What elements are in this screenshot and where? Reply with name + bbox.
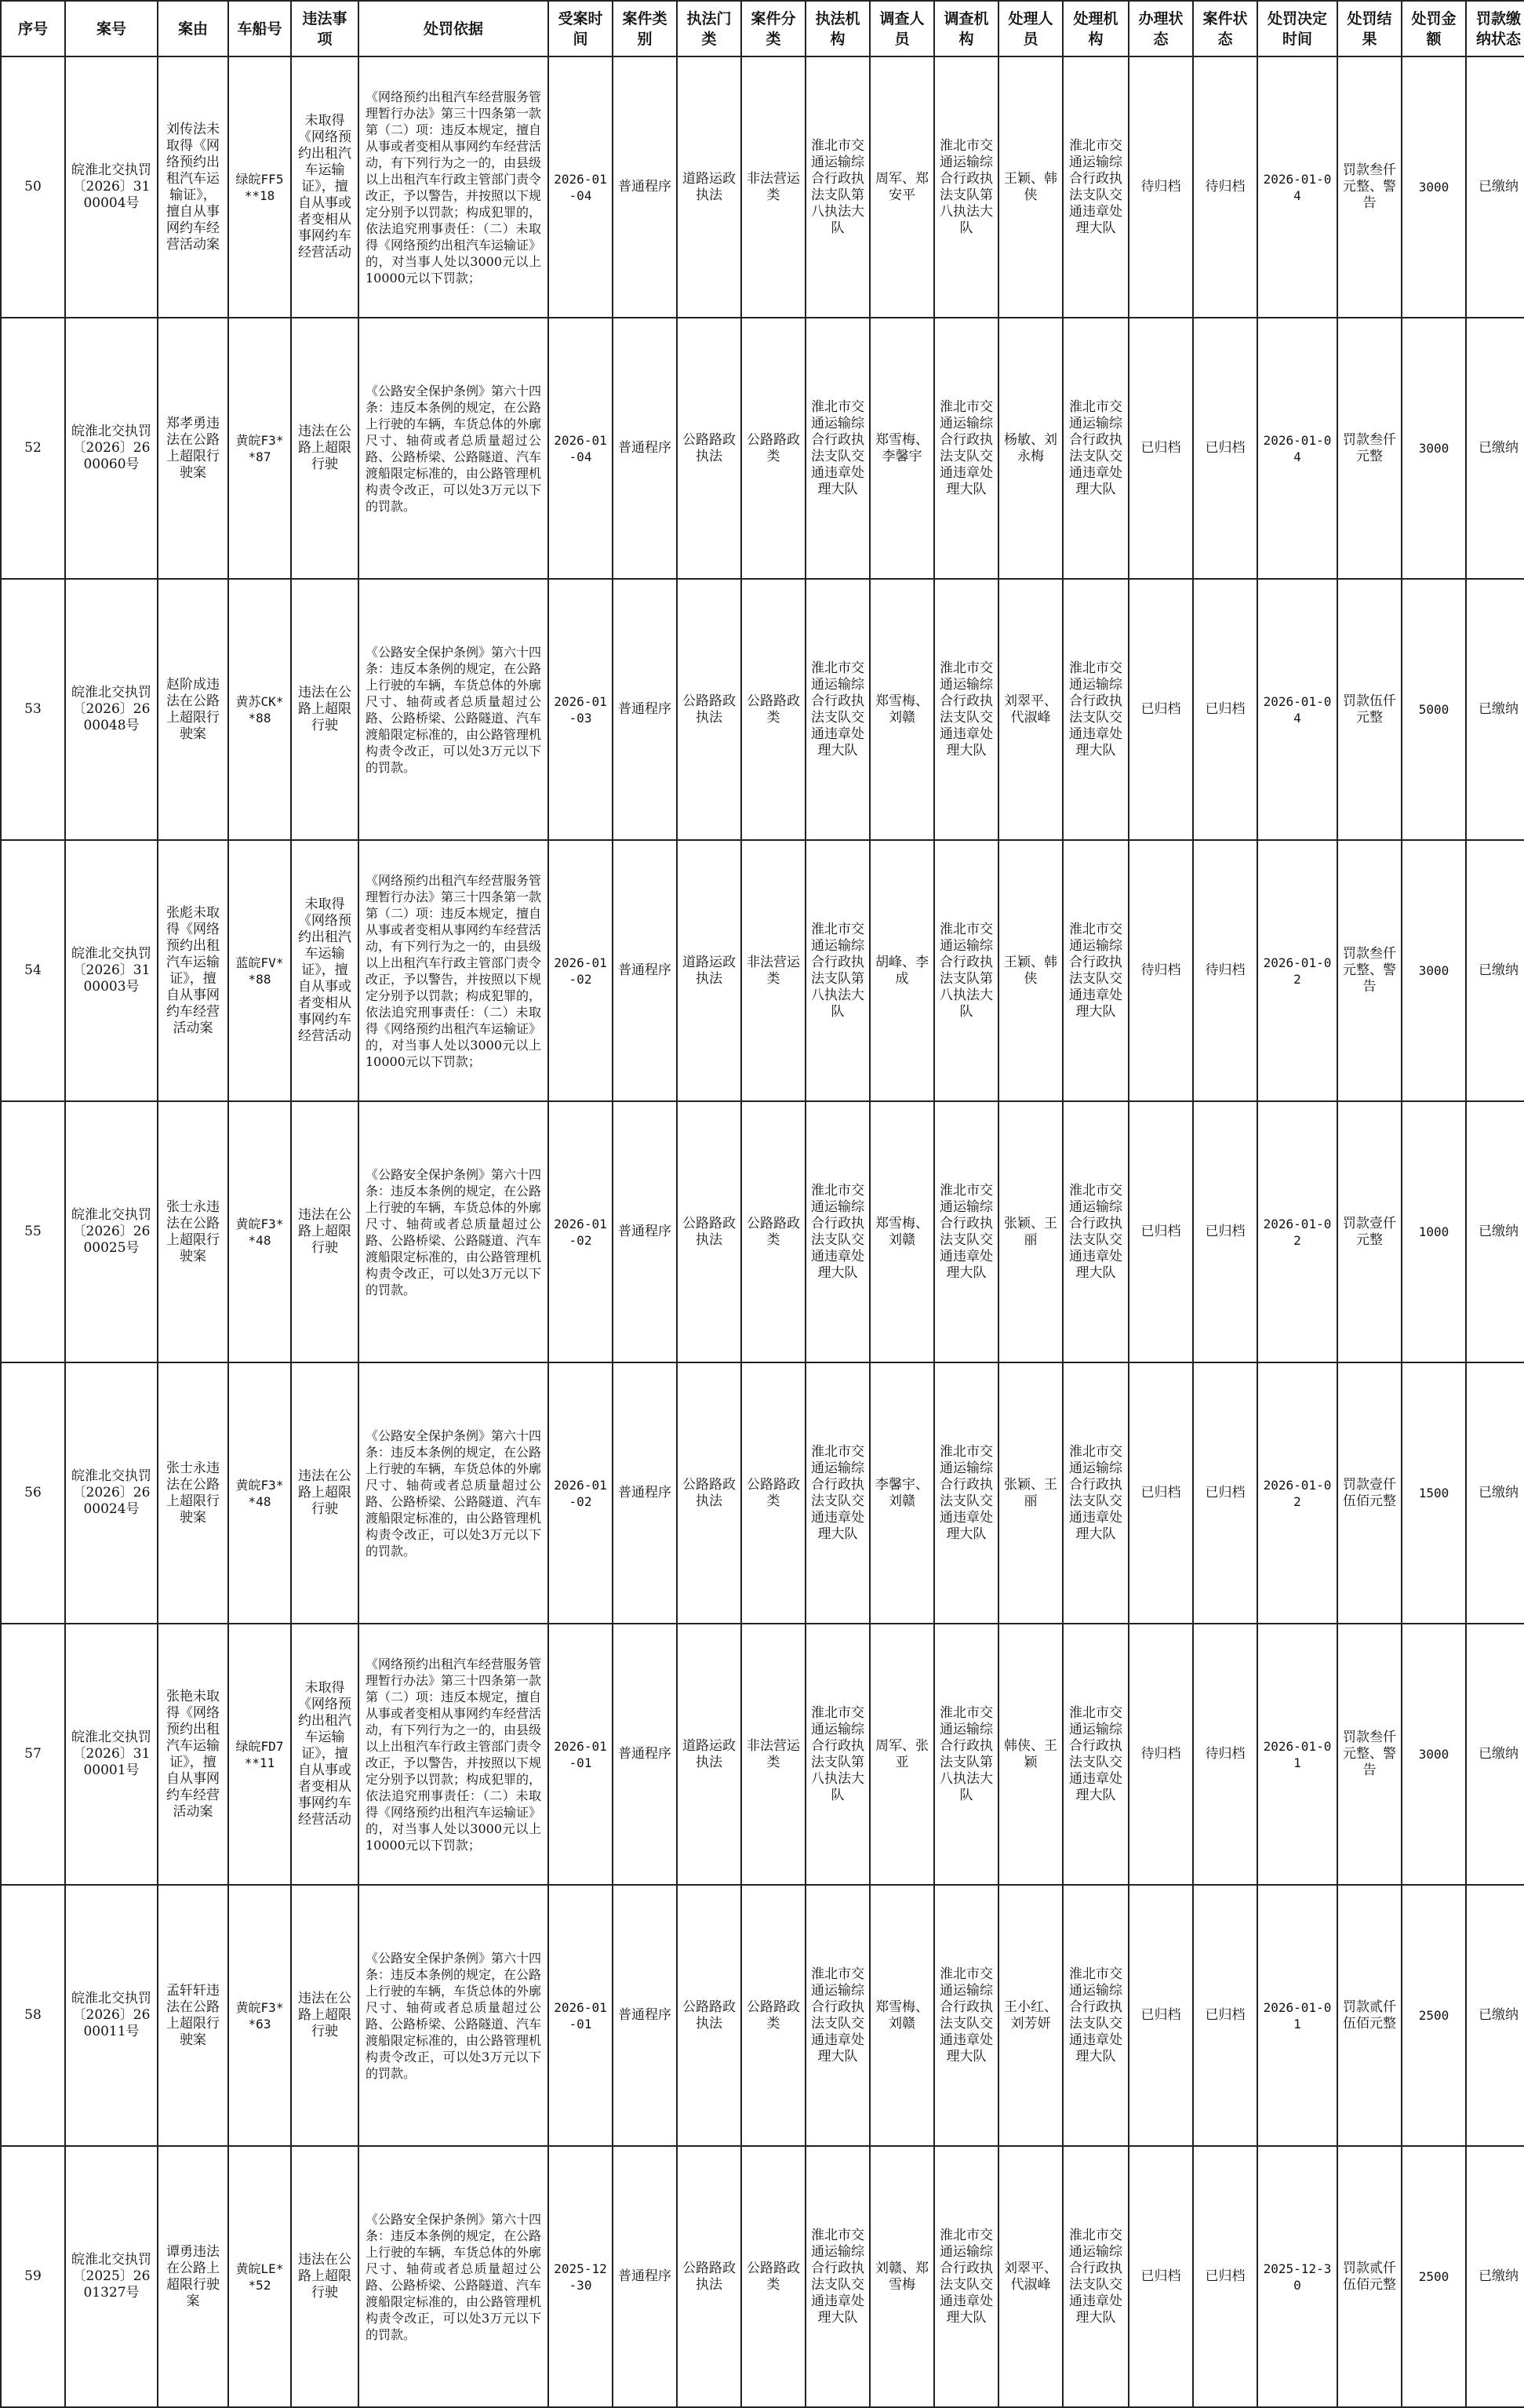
cell-handlers: 王小红、刘芳妍 [998, 1885, 1063, 2146]
cell-enforce-type: 公路路政执法 [677, 318, 741, 579]
cell-case-class: 公路路政类 [741, 1362, 806, 1624]
column-header: 调查机构 [934, 1, 998, 56]
cell-decision-time: 2026-01-02 [1257, 840, 1337, 1101]
cell-process-status: 已归档 [1129, 1362, 1193, 1624]
cell-enforce-type: 道路运政执法 [677, 840, 741, 1101]
cell-accept-time: 2026-01-02 [548, 1362, 613, 1624]
cell-case-class: 公路路政类 [741, 2146, 806, 2407]
column-header: 调查人员 [870, 1, 934, 56]
cell-agency: 淮北市交通运输综合行政执法支队交通违章处理大队 [806, 1362, 870, 1624]
cell-case-class: 公路路政类 [741, 579, 806, 840]
column-header: 处理人员 [998, 1, 1063, 56]
cell-case-status: 已归档 [1193, 1885, 1257, 2146]
cell-accept-time: 2026-01-02 [548, 840, 613, 1101]
cell-invest-agency: 淮北市交通运输综合行政执法支队交通违章处理大队 [934, 1885, 998, 2146]
table-row [1, 2146, 1524, 2407]
cell-violation: 违法在公路上超限行驶 [291, 1885, 358, 2146]
cell-investigators: 刘赣、郑雪梅 [870, 2146, 934, 2407]
cell-case-status: 已归档 [1193, 2146, 1257, 2407]
table-body [1, 56, 1524, 2407]
cell-violation: 未取得《网络预约出租汽车运输证》，擅自从事或者变相从事网约车经营活动 [291, 1624, 358, 1885]
cell-violation: 违法在公路上超限行驶 [291, 579, 358, 840]
cell-basis: 《公路安全保护条例》第六十四条：违反本条例的规定，在公路上行驶的车辆，车货总体的外廓尺寸、轴荷或者总质量超过公路、公路桥梁、公路隧道、汽车渡船限定标准的，由公路管理机构责令改正，可以处3万元以下的罚款。 [358, 579, 548, 840]
column-header: 处罚依据 [358, 1, 548, 56]
cell-amount: 5000 [1402, 579, 1466, 840]
cell-result: 罚款壹仟元整 [1337, 1101, 1402, 1362]
cell-decision-time: 2026-01-04 [1257, 56, 1337, 318]
cell-category: 普通程序 [613, 1101, 677, 1362]
cell-agency: 淮北市交通运输综合行政执法支队交通违章处理大队 [806, 579, 870, 840]
cell-paid: 已缴纳 [1466, 579, 1524, 840]
cell-process-status: 已归档 [1129, 2146, 1193, 2407]
cell-case-status: 待归档 [1193, 840, 1257, 1101]
cell-case-no: 皖淮北交执罚〔2026〕3100001号 [65, 1624, 158, 1885]
cell-accept-time: 2026-01-02 [548, 1101, 613, 1362]
cell-agency: 淮北市交通运输综合行政执法支队第八执法大队 [806, 840, 870, 1101]
cell-paid: 已缴纳 [1466, 1101, 1524, 1362]
cell-decision-time: 2026-01-04 [1257, 579, 1337, 840]
cell-paid: 已缴纳 [1466, 2146, 1524, 2407]
cell-basis: 《公路安全保护条例》第六十四条：违反本条例的规定，在公路上行驶的车辆，车货总体的外廓尺寸、轴荷或者总质量超过公路、公路桥梁、公路隧道、汽车渡船限定标准的，由公路管理机构责令改正，可以处3万元以下的罚款。 [358, 1885, 548, 2146]
cell-result: 罚款叁仟元整、警告 [1337, 56, 1402, 318]
cell-cause: 赵阶成违法在公路上超限行驶案 [158, 579, 228, 840]
cell-accept-time: 2026-01-01 [548, 1885, 613, 2146]
cell-handlers: 张颖、王丽 [998, 1101, 1063, 1362]
cell-investigators: 郑雪梅、刘赣 [870, 1885, 934, 2146]
cell-case-class: 非法营运类 [741, 840, 806, 1101]
column-header: 序号 [1, 1, 65, 56]
cell-case-class: 非法营运类 [741, 1624, 806, 1885]
cell-enforce-type: 道路运政执法 [677, 56, 741, 318]
cell-investigators: 郑雪梅、李馨宇 [870, 318, 934, 579]
cell-handle-agency: 淮北市交通运输综合行政执法支队交通违章处理大队 [1063, 2146, 1129, 2407]
cell-investigators: 周军、张亚 [870, 1624, 934, 1885]
cell-decision-time: 2026-01-01 [1257, 1624, 1337, 1885]
cell-process-status: 已归档 [1129, 1885, 1193, 2146]
cell-case-no: 皖淮北交执罚〔2026〕2600048号 [65, 579, 158, 840]
cell-investigators: 李馨宇、刘赣 [870, 1362, 934, 1624]
cell-plate: 绿皖FD7**11 [228, 1624, 291, 1885]
cell-case-class: 公路路政类 [741, 318, 806, 579]
cell-handlers: 韩侠、王颖 [998, 1624, 1063, 1885]
cell-violation: 未取得《网络预约出租汽车运输证》，擅自从事或者变相从事网约车经营活动 [291, 56, 358, 318]
cell-basis: 《公路安全保护条例》第六十四条：违反本条例的规定，在公路上行驶的车辆，车货总体的外廓尺寸、轴荷或者总质量超过公路、公路桥梁、公路隧道、汽车渡船限定标准的，由公路管理机构责令改正，可以处3万元以下的罚款。 [358, 1362, 548, 1624]
cell-category: 普通程序 [613, 1624, 677, 1885]
cell-paid: 已缴纳 [1466, 1624, 1524, 1885]
column-header: 案件分类 [741, 1, 806, 56]
cell-plate: 黄皖LE**52 [228, 2146, 291, 2407]
cell-basis: 《公路安全保护条例》第六十四条：违反本条例的规定，在公路上行驶的车辆，车货总体的外廓尺寸、轴荷或者总质量超过公路、公路桥梁、公路隧道、汽车渡船限定标准的，由公路管理机构责令改正，可以处3万元以下的罚款。 [358, 1101, 548, 1362]
cell-process-status: 待归档 [1129, 56, 1193, 318]
cell-amount: 2500 [1402, 1885, 1466, 2146]
cell-case-status: 已归档 [1193, 1101, 1257, 1362]
cell-violation: 违法在公路上超限行驶 [291, 1362, 358, 1624]
cell-investigators: 郑雪梅、刘赣 [870, 1101, 934, 1362]
cell-amount: 3000 [1402, 56, 1466, 318]
cell-case-class: 公路路政类 [741, 1885, 806, 2146]
cell-handlers: 刘翠平、代淑峰 [998, 579, 1063, 840]
cell-case-no: 皖淮北交执罚〔2026〕2600024号 [65, 1362, 158, 1624]
cell-plate: 黄皖F3**63 [228, 1885, 291, 2146]
cell-invest-agency: 淮北市交通运输综合行政执法支队交通违章处理大队 [934, 1101, 998, 1362]
column-header: 处理机构 [1063, 1, 1129, 56]
table-row [1, 579, 1524, 840]
cell-case-no: 皖淮北交执罚〔2026〕2600011号 [65, 1885, 158, 2146]
cell-handlers: 王颖、韩侠 [998, 840, 1063, 1101]
cell-plate: 黄皖F3**87 [228, 318, 291, 579]
column-header: 办理状态 [1129, 1, 1193, 56]
cell-invest-agency: 淮北市交通运输综合行政执法支队交通违章处理大队 [934, 318, 998, 579]
cell-handlers: 张颖、王丽 [998, 1362, 1063, 1624]
cell-enforce-type: 公路路政执法 [677, 1885, 741, 2146]
cell-process-status: 待归档 [1129, 840, 1193, 1101]
cell-category: 普通程序 [613, 2146, 677, 2407]
column-header: 案由 [158, 1, 228, 56]
cell-handle-agency: 淮北市交通运输综合行政执法支队交通违章处理大队 [1063, 56, 1129, 318]
cell-case-status: 已归档 [1193, 318, 1257, 579]
cell-process-status: 已归档 [1129, 318, 1193, 579]
cell-seq: 50 [1, 56, 65, 318]
cell-paid: 已缴纳 [1466, 1362, 1524, 1624]
cell-violation: 违法在公路上超限行驶 [291, 1101, 358, 1362]
cell-paid: 已缴纳 [1466, 56, 1524, 318]
cell-result: 罚款叁仟元整、警告 [1337, 840, 1402, 1101]
cell-category: 普通程序 [613, 318, 677, 579]
cell-handle-agency: 淮北市交通运输综合行政执法支队交通违章处理大队 [1063, 1101, 1129, 1362]
cell-basis: 《公路安全保护条例》第六十四条：违反本条例的规定，在公路上行驶的车辆，车货总体的外廓尺寸、轴荷或者总质量超过公路、公路桥梁、公路隧道、汽车渡船限定标准的，由公路管理机构责令改正，可以处3万元以下的罚款。 [358, 318, 548, 579]
cell-process-status: 已归档 [1129, 579, 1193, 840]
cell-plate: 黄苏CK**88 [228, 579, 291, 840]
cell-decision-time: 2026-01-04 [1257, 318, 1337, 579]
column-header: 车船号 [228, 1, 291, 56]
cell-result: 罚款叁仟元整、警告 [1337, 1624, 1402, 1885]
cell-invest-agency: 淮北市交通运输综合行政执法支队第八执法大队 [934, 56, 998, 318]
cell-plate: 黄皖F3**48 [228, 1362, 291, 1624]
cell-case-no: 皖淮北交执罚〔2026〕3100003号 [65, 840, 158, 1101]
table-row [1, 56, 1524, 318]
cell-invest-agency: 淮北市交通运输综合行政执法支队第八执法大队 [934, 840, 998, 1101]
cell-paid: 已缴纳 [1466, 840, 1524, 1101]
cell-amount: 3000 [1402, 318, 1466, 579]
cell-case-no: 皖淮北交执罚〔2025〕2601327号 [65, 2146, 158, 2407]
cell-handle-agency: 淮北市交通运输综合行政执法支队交通违章处理大队 [1063, 1885, 1129, 2146]
cell-seq: 58 [1, 1885, 65, 2146]
column-header: 处罚决定时间 [1257, 1, 1337, 56]
cell-violation: 未取得《网络预约出租汽车运输证》，擅自从事或者变相从事网约车经营活动 [291, 840, 358, 1101]
cell-plate: 黄皖F3**48 [228, 1101, 291, 1362]
cell-accept-time: 2026-01-03 [548, 579, 613, 840]
cell-category: 普通程序 [613, 1362, 677, 1624]
cell-seq: 55 [1, 1101, 65, 1362]
cell-case-status: 待归档 [1193, 1624, 1257, 1885]
cell-enforce-type: 公路路政执法 [677, 2146, 741, 2407]
cell-process-status: 已归档 [1129, 1101, 1193, 1362]
table-row [1, 1624, 1524, 1885]
cell-violation: 违法在公路上超限行驶 [291, 318, 358, 579]
cell-category: 普通程序 [613, 840, 677, 1101]
cell-plate: 蓝皖FV**88 [228, 840, 291, 1101]
cell-invest-agency: 淮北市交通运输综合行政执法支队交通违章处理大队 [934, 579, 998, 840]
cell-result: 罚款叁仟元整 [1337, 318, 1402, 579]
cell-agency: 淮北市交通运输综合行政执法支队交通违章处理大队 [806, 318, 870, 579]
cell-investigators: 周军、郑安平 [870, 56, 934, 318]
cell-amount: 2500 [1402, 2146, 1466, 2407]
cell-accept-time: 2026-01-04 [548, 56, 613, 318]
cell-basis: 《公路安全保护条例》第六十四条：违反本条例的规定，在公路上行驶的车辆，车货总体的外廓尺寸、轴荷或者总质量超过公路、公路桥梁、公路隧道、汽车渡船限定标准的，由公路管理机构责令改正，可以处3万元以下的罚款。 [358, 2146, 548, 2407]
cell-handle-agency: 淮北市交通运输综合行政执法支队交通违章处理大队 [1063, 840, 1129, 1101]
cell-decision-time: 2026-01-02 [1257, 1101, 1337, 1362]
cell-handle-agency: 淮北市交通运输综合行政执法支队交通违章处理大队 [1063, 1624, 1129, 1885]
column-header: 案件状态 [1193, 1, 1257, 56]
cell-enforce-type: 公路路政执法 [677, 1362, 741, 1624]
cell-seq: 53 [1, 579, 65, 840]
cell-process-status: 待归档 [1129, 1624, 1193, 1885]
cell-basis: 《网络预约出租汽车经营服务管理暂行办法》第三十四条第一款第（二）项：违反本规定，擅自从事或者变相从事网约车经营活动，有下列行为之一的，由县级以上出租汽车行政主管部门责令改正，予以警告，并按照以下规定分别予以罚款；构成犯罪的，依法追究刑事责任：（二）未取得《网络预约出租汽车运输证》的，对当事人处以3000元以上10000元以下罚款； [358, 56, 548, 318]
cell-seq: 54 [1, 840, 65, 1101]
cell-enforce-type: 道路运政执法 [677, 1624, 741, 1885]
cell-invest-agency: 淮北市交通运输综合行政执法支队交通违章处理大队 [934, 2146, 998, 2407]
cell-handle-agency: 淮北市交通运输综合行政执法支队交通违章处理大队 [1063, 579, 1129, 840]
cell-case-no: 皖淮北交执罚〔2026〕2600025号 [65, 1101, 158, 1362]
cell-result: 罚款贰仟伍佰元整 [1337, 1885, 1402, 2146]
table-row [1, 1885, 1524, 2146]
cell-cause: 刘传法未取得《网络预约出租汽车运输证》，擅自从事网约车经营活动案 [158, 56, 228, 318]
cell-decision-time: 2025-12-30 [1257, 2146, 1337, 2407]
cell-case-no: 皖淮北交执罚〔2026〕2600060号 [65, 318, 158, 579]
column-header: 执法机构 [806, 1, 870, 56]
cell-case-class: 公路路政类 [741, 1101, 806, 1362]
cell-investigators: 胡峰、李成 [870, 840, 934, 1101]
column-header: 违法事项 [291, 1, 358, 56]
cell-agency: 淮北市交通运输综合行政执法支队交通违章处理大队 [806, 1885, 870, 2146]
cell-accept-time: 2026-01-01 [548, 1624, 613, 1885]
cell-amount: 3000 [1402, 840, 1466, 1101]
cell-accept-time: 2025-12-30 [548, 2146, 613, 2407]
cell-decision-time: 2026-01-01 [1257, 1885, 1337, 2146]
cell-cause: 张艳未取得《网络预约出租汽车运输证》，擅自从事网约车经营活动案 [158, 1624, 228, 1885]
cell-invest-agency: 淮北市交通运输综合行政执法支队第八执法大队 [934, 1624, 998, 1885]
table-row [1, 1101, 1524, 1362]
cell-category: 普通程序 [613, 579, 677, 840]
table-row [1, 840, 1524, 1101]
cell-category: 普通程序 [613, 1885, 677, 2146]
cell-cause: 张士永违法在公路上超限行驶案 [158, 1101, 228, 1362]
cell-handlers: 刘翠平、代淑峰 [998, 2146, 1063, 2407]
cell-cause: 郑孝勇违法在公路上超限行驶案 [158, 318, 228, 579]
cell-agency: 淮北市交通运输综合行政执法支队第八执法大队 [806, 56, 870, 318]
cell-seq: 56 [1, 1362, 65, 1624]
cell-decision-time: 2026-01-02 [1257, 1362, 1337, 1624]
cell-cause: 孟轩轩违法在公路上超限行驶案 [158, 1885, 228, 2146]
cell-cause: 张彪未取得《网络预约出租汽车运输证》，擅自从事网约车经营活动案 [158, 840, 228, 1101]
column-header: 处罚金额 [1402, 1, 1466, 56]
cell-case-no: 皖淮北交执罚〔2026〕3100004号 [65, 56, 158, 318]
column-header: 受案时间 [548, 1, 613, 56]
cell-paid: 已缴纳 [1466, 318, 1524, 579]
cell-violation: 违法在公路上超限行驶 [291, 2146, 358, 2407]
cell-cause: 张士永违法在公路上超限行驶案 [158, 1362, 228, 1624]
cell-enforce-type: 公路路政执法 [677, 579, 741, 840]
cell-cause: 谭勇违法在公路上超限行驶案 [158, 2146, 228, 2407]
cell-seq: 52 [1, 318, 65, 579]
cell-handlers: 杨敏、刘永梅 [998, 318, 1063, 579]
cell-seq: 59 [1, 2146, 65, 2407]
cell-paid: 已缴纳 [1466, 1885, 1524, 2146]
cell-case-status: 已归档 [1193, 579, 1257, 840]
cell-result: 罚款壹仟伍佰元整 [1337, 1362, 1402, 1624]
cell-amount: 1000 [1402, 1101, 1466, 1362]
cell-basis: 《网络预约出租汽车经营服务管理暂行办法》第三十四条第一款第（二）项：违反本规定，擅自从事或者变相从事网约车经营活动，有下列行为之一的，由县级以上出租汽车行政主管部门责令改正，予以警告，并按照以下规定分别予以罚款；构成犯罪的，依法追究刑事责任：（二）未取得《网络预约出租汽车运输证》的，对当事人处以3000元以上10000元以下罚款； [358, 840, 548, 1101]
cell-handle-agency: 淮北市交通运输综合行政执法支队交通违章处理大队 [1063, 1362, 1129, 1624]
cell-agency: 淮北市交通运输综合行政执法支队交通违章处理大队 [806, 1101, 870, 1362]
cell-enforce-type: 公路路政执法 [677, 1101, 741, 1362]
cell-handlers: 王颖、韩侠 [998, 56, 1063, 318]
column-header: 罚款缴纳状态 [1466, 1, 1524, 56]
cell-result: 罚款伍仟元整 [1337, 579, 1402, 840]
cell-case-status: 待归档 [1193, 56, 1257, 318]
cell-case-class: 非法营运类 [741, 56, 806, 318]
column-header: 执法门类 [677, 1, 741, 56]
cell-accept-time: 2026-01-04 [548, 318, 613, 579]
column-header: 案件类别 [613, 1, 677, 56]
cell-basis: 《网络预约出租汽车经营服务管理暂行办法》第三十四条第一款第（二）项：违反本规定，擅自从事或者变相从事网约车经营活动，有下列行为之一的，由县级以上出租汽车行政主管部门责令改正，予以警告，并按照以下规定分别予以罚款；构成犯罪的，依法追究刑事责任：（二）未取得《网络预约出租汽车运输证》的，对当事人处以3000元以上10000元以下罚款； [358, 1624, 548, 1885]
cell-amount: 3000 [1402, 1624, 1466, 1885]
cell-plate: 绿皖FF5**18 [228, 56, 291, 318]
cell-agency: 淮北市交通运输综合行政执法支队第八执法大队 [806, 1624, 870, 1885]
cell-category: 普通程序 [613, 56, 677, 318]
cell-amount: 1500 [1402, 1362, 1466, 1624]
cell-invest-agency: 淮北市交通运输综合行政执法支队交通违章处理大队 [934, 1362, 998, 1624]
table-row [1, 318, 1524, 579]
cell-seq: 57 [1, 1624, 65, 1885]
cell-handle-agency: 淮北市交通运输综合行政执法支队交通违章处理大队 [1063, 318, 1129, 579]
cell-agency: 淮北市交通运输综合行政执法支队交通违章处理大队 [806, 2146, 870, 2407]
table-row [1, 1362, 1524, 1624]
cell-investigators: 郑雪梅、刘赣 [870, 579, 934, 840]
cell-case-status: 已归档 [1193, 1362, 1257, 1624]
cell-result: 罚款贰仟伍佰元整 [1337, 2146, 1402, 2407]
column-header: 案号 [65, 1, 158, 56]
column-header: 处罚结果 [1337, 1, 1402, 56]
header-row [1, 1, 1524, 56]
